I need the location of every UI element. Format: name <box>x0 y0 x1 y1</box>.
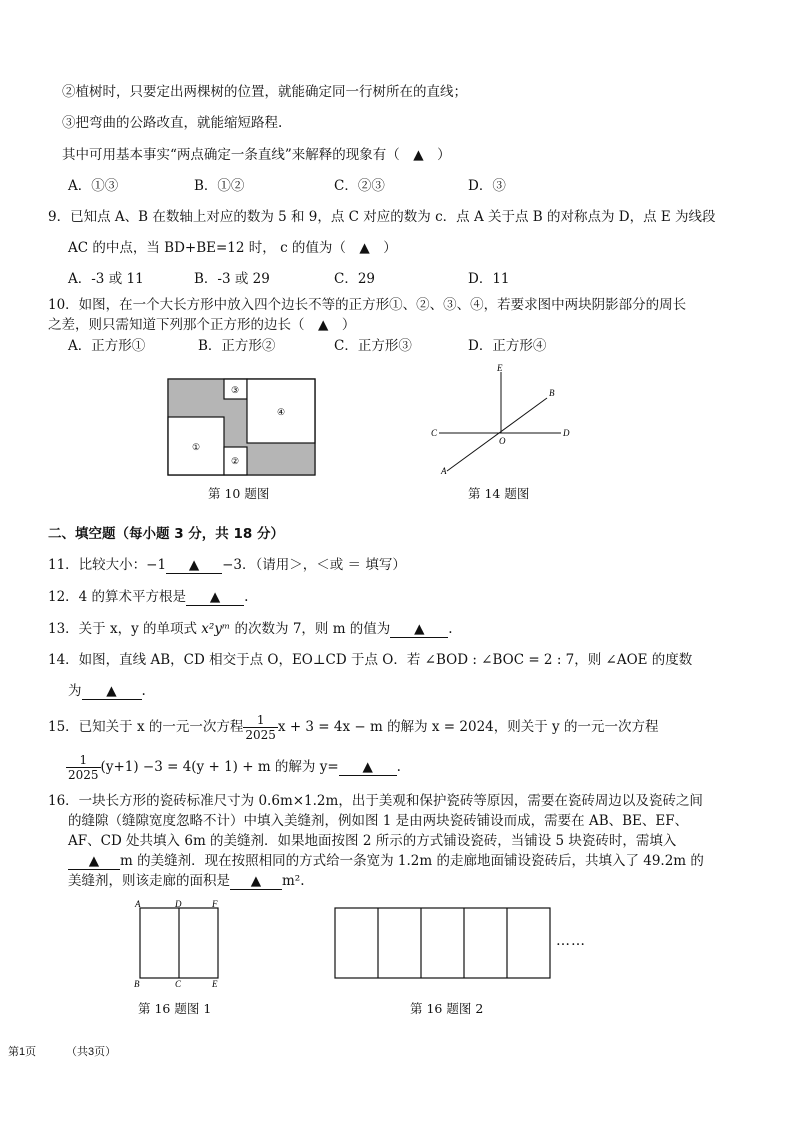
label-e: E <box>497 363 503 373</box>
q14-line-1: 14．如图，直线 AB，CD 相交于点 O，EO⊥CD 于点 O．若 ∠BOD : ∠BOC = 2 : 7，则 ∠AOE 的度数 <box>48 652 693 668</box>
shaded-region-bottom-right <box>247 443 315 475</box>
q15-line-2: $\frac{1}{2025}$ (y+1) −3 = 4(y + 1) + m 的解为 y= ▲ . <box>68 753 401 782</box>
q8-option-c: C．②③ <box>334 178 385 194</box>
q11: 11．比较大小：−1 ▲ −3．（请用＞，＜或 ＝ 填写） <box>48 557 406 573</box>
q13-answer-blank[interactable]: ▲ <box>390 621 448 638</box>
fig14-caption: 第 14 题图 <box>468 486 530 501</box>
q10-line-1: 10．如图，在一个大长方形中放入四个边长不等的正方形①、②、③、④，若要求图中两块阴影部分的周长 <box>48 297 687 313</box>
q8-stem: 其中可用基本事实“两点确定一条直线”来解释的现象有（ ▲ ） <box>62 147 451 163</box>
q13-monomial: x²yᵐ <box>201 621 231 637</box>
fig16-2-caption: 第 16 题图 2 <box>410 1001 484 1016</box>
square-4-label: ④ <box>276 407 286 417</box>
q15-fraction-1: $\frac{1}{2025}$ <box>245 713 276 742</box>
q15-fraction-2: $\frac{1}{2025}$ <box>68 753 99 782</box>
q12: 12．4 的算术平方根是 ▲ . <box>48 589 249 605</box>
label-o: O <box>499 436 506 446</box>
q16-line-5: 美缝剂，则该走廊的面积是 ▲ m². <box>68 873 305 889</box>
label-c: C <box>431 428 438 438</box>
q9-line-1: 9．已知点 A、B 在数轴上对应的数为 5 和 9，点 C 对应的数为 c．点 A 关于点 B 的对称点为 D，点 E 为线段 <box>48 209 716 225</box>
section-2-title: 二、填空题（每小题 3 分，共 18 分） <box>48 526 284 542</box>
label-e: E <box>212 979 218 989</box>
q12-answer-blank[interactable]: ▲ <box>186 589 244 606</box>
q9-option-b: B．-3 或 29 <box>194 271 270 287</box>
square-3-label: ③ <box>230 385 240 395</box>
label-d: D <box>563 428 570 438</box>
q14-line-2: 为 ▲ . <box>68 683 146 699</box>
q16-line-4: ▲ m 的美缝剂．现在按照相同的方式给一条宽为 1.2m 的走廊地面铺设瓷砖后，共填入了 49.2m 的 <box>68 851 704 871</box>
label-c: C <box>175 979 182 989</box>
q9-option-c: C．29 <box>334 271 376 287</box>
footer-page: 第1页 <box>8 1046 37 1058</box>
q15-answer-blank[interactable]: ▲ <box>339 759 397 776</box>
q16-line-1: 16．一块长方形的瓷砖标准尺寸为 0.6m×1.2m，出于美观和保护瓷砖等原因，需要在瓷砖周边以及瓷砖之间 <box>48 793 703 809</box>
q13: 13．关于 x，y 的单项式 x²yᵐ 的次数为 7，则 m 的值为 ▲ . <box>48 621 453 637</box>
figure-14 <box>425 360 585 480</box>
q8-item-2: ②植树时，只要定出两棵树的位置，就能确定同一行树所在的直线； <box>62 84 467 100</box>
q8-item-3: ③把弯曲的公路改直，就能缩短路程. <box>62 115 283 131</box>
q10-option-c: C．正方形③ <box>334 338 412 354</box>
label-d: D <box>175 899 182 909</box>
q16-answer-blank-1[interactable]: ▲ <box>68 853 120 870</box>
q16-line-2: 的缝隙（缝隙宽度忽略不计）中填入美缝剂，例如图 1 是由两块瓷砖铺设而成，需要在 AB、BE、EF、 <box>68 813 689 829</box>
square-1-label: ① <box>191 442 201 452</box>
line-ab <box>447 398 547 471</box>
q8-option-b: B．①② <box>194 178 245 194</box>
q10-option-b: B．正方形② <box>198 338 276 354</box>
figure-10 <box>167 378 317 478</box>
q9-option-d: D．11 <box>468 271 510 287</box>
figure-16-2 <box>334 906 554 982</box>
q9-option-a: A．-3 或 11 <box>68 271 144 287</box>
q8-option-d: D．③ <box>468 178 506 194</box>
q10-line-2: 之差，则只需知道下列那个正方形的边长（ ▲ ） <box>48 317 356 333</box>
label-b: B <box>134 979 140 989</box>
label-f: F <box>212 899 218 909</box>
q8-option-a: A．①③ <box>68 178 119 194</box>
q10-option-a: A．正方形① <box>68 338 146 354</box>
label-a: A <box>441 466 447 476</box>
tile-row-outline <box>335 908 550 978</box>
q16-line-3: AF、CD 处共填入 6m 的美缝剂．如果地面按图 2 所示的方式铺设瓷砖，当铺设 5 块瓷砖时，需填入 <box>68 833 677 849</box>
fig10-caption: 第 10 题图 <box>208 486 270 501</box>
q9-line-2: AC 的中点，当 BD+BE=12 时， c 的值为（ ▲ ） <box>68 240 397 256</box>
fig16-2-ellipsis: …… <box>556 933 586 949</box>
label-b: B <box>549 388 555 398</box>
square-2-label: ② <box>230 456 240 466</box>
label-a: A <box>135 899 141 909</box>
q15-line-1: 15．已知关于 x 的一元一次方程 $\frac{1}{2025}$ x + 3 = 4x − m 的解为 x = 2024，则关于 y 的一元一次方程 <box>48 713 659 742</box>
q16-answer-blank-2[interactable]: ▲ <box>230 873 282 890</box>
q10-option-d: D．正方形④ <box>468 338 547 354</box>
q14-answer-blank[interactable]: ▲ <box>82 683 142 700</box>
figure-16-1 <box>130 898 230 990</box>
fig16-1-caption: 第 16 题图 1 <box>138 1001 212 1016</box>
footer-total: （共3页） <box>66 1046 117 1058</box>
q11-answer-blank[interactable]: ▲ <box>166 557 222 574</box>
